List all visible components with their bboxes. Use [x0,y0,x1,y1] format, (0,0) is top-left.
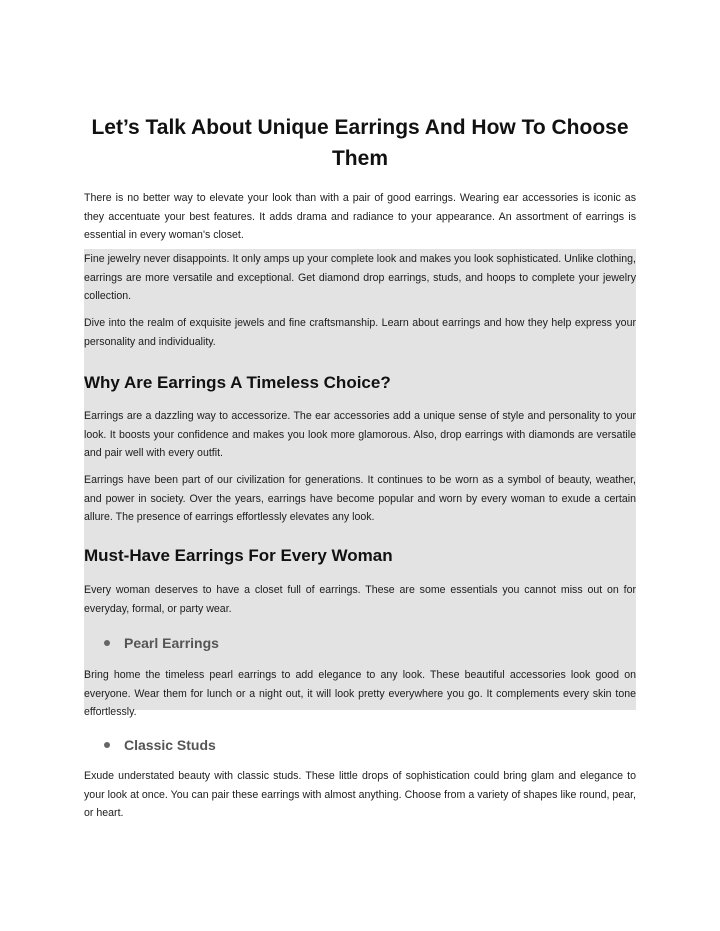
bullet-icon [104,640,110,646]
pearl-earrings-paragraph: Bring home the timeless pearl earrings to add elegance to any look. These beautiful accessories look good on everyone. Wear them for lunch or a night out, it will look pretty everywhere you go. It complements every skin tone effortlessly. [84,669,636,718]
section2-heading: Must-Have Earrings For Every Woman [84,546,393,565]
bullet-icon [104,742,110,748]
section2-intro: Every woman deserves to have a closet full of earrings. These are some essentials you cannot miss out on for everyday, formal, or party wear. [84,584,636,615]
page-title: Let’s Talk About Unique Earrings And How To Choose Them [91,116,629,170]
classic-studs-heading [104,735,216,755]
classic-studs-title: Classic Studs [124,737,216,753]
intro-paragraph-2: Fine jewelry never disappoints. It only amps up your complete look and makes you look sophisticated. Unlike clothing, earrings are more versatile and exceptional. Get diamond drop earrings, studs, and hoops to complete your jewelry collection. [84,253,636,302]
intro-paragraph-3: Dive into the realm of exquisite jewels and fine craftsmanship. Learn about earrings and how they help express your personality and individuality. [84,317,636,348]
pearl-earrings-title: Pearl Earrings [124,635,219,651]
section1-paragraph-2: Earrings have been part of our civilization for generations. It continues to be worn as a symbol of beauty, weather, and power in society. Over the years, earrings have become popular and worn by every woman to exude a certain allure. The presence of earrings effortlessly elevates any look. [84,474,636,523]
section1-paragraph-1: Earrings are a dazzling way to accessorize. The ear accessories add a unique sense of style and personality to your look. It boosts your confidence and makes you look more glamorous. Also, drop earrings with diamonds are versatile and pair well with every outfit. [84,410,636,459]
pearl-earrings-heading [104,633,219,653]
classic-studs-paragraph: Exude understated beauty with classic studs. These little drops of sophistication could bring glam and elegance to your look at once. You can pair these earrings with almost anything. Choose from a variety of shapes like round, pear, or heart. [84,770,636,819]
intro-paragraph-1: There is no better way to elevate your look than with a pair of good earrings. Wearing ear accessories is iconic as they accentuate your best features. It adds drama and radiance to your appearance. An assortment of earrings is essential in every woman's closet. [84,192,636,241]
section1-heading: Why Are Earrings A Timeless Choice? [84,373,391,392]
